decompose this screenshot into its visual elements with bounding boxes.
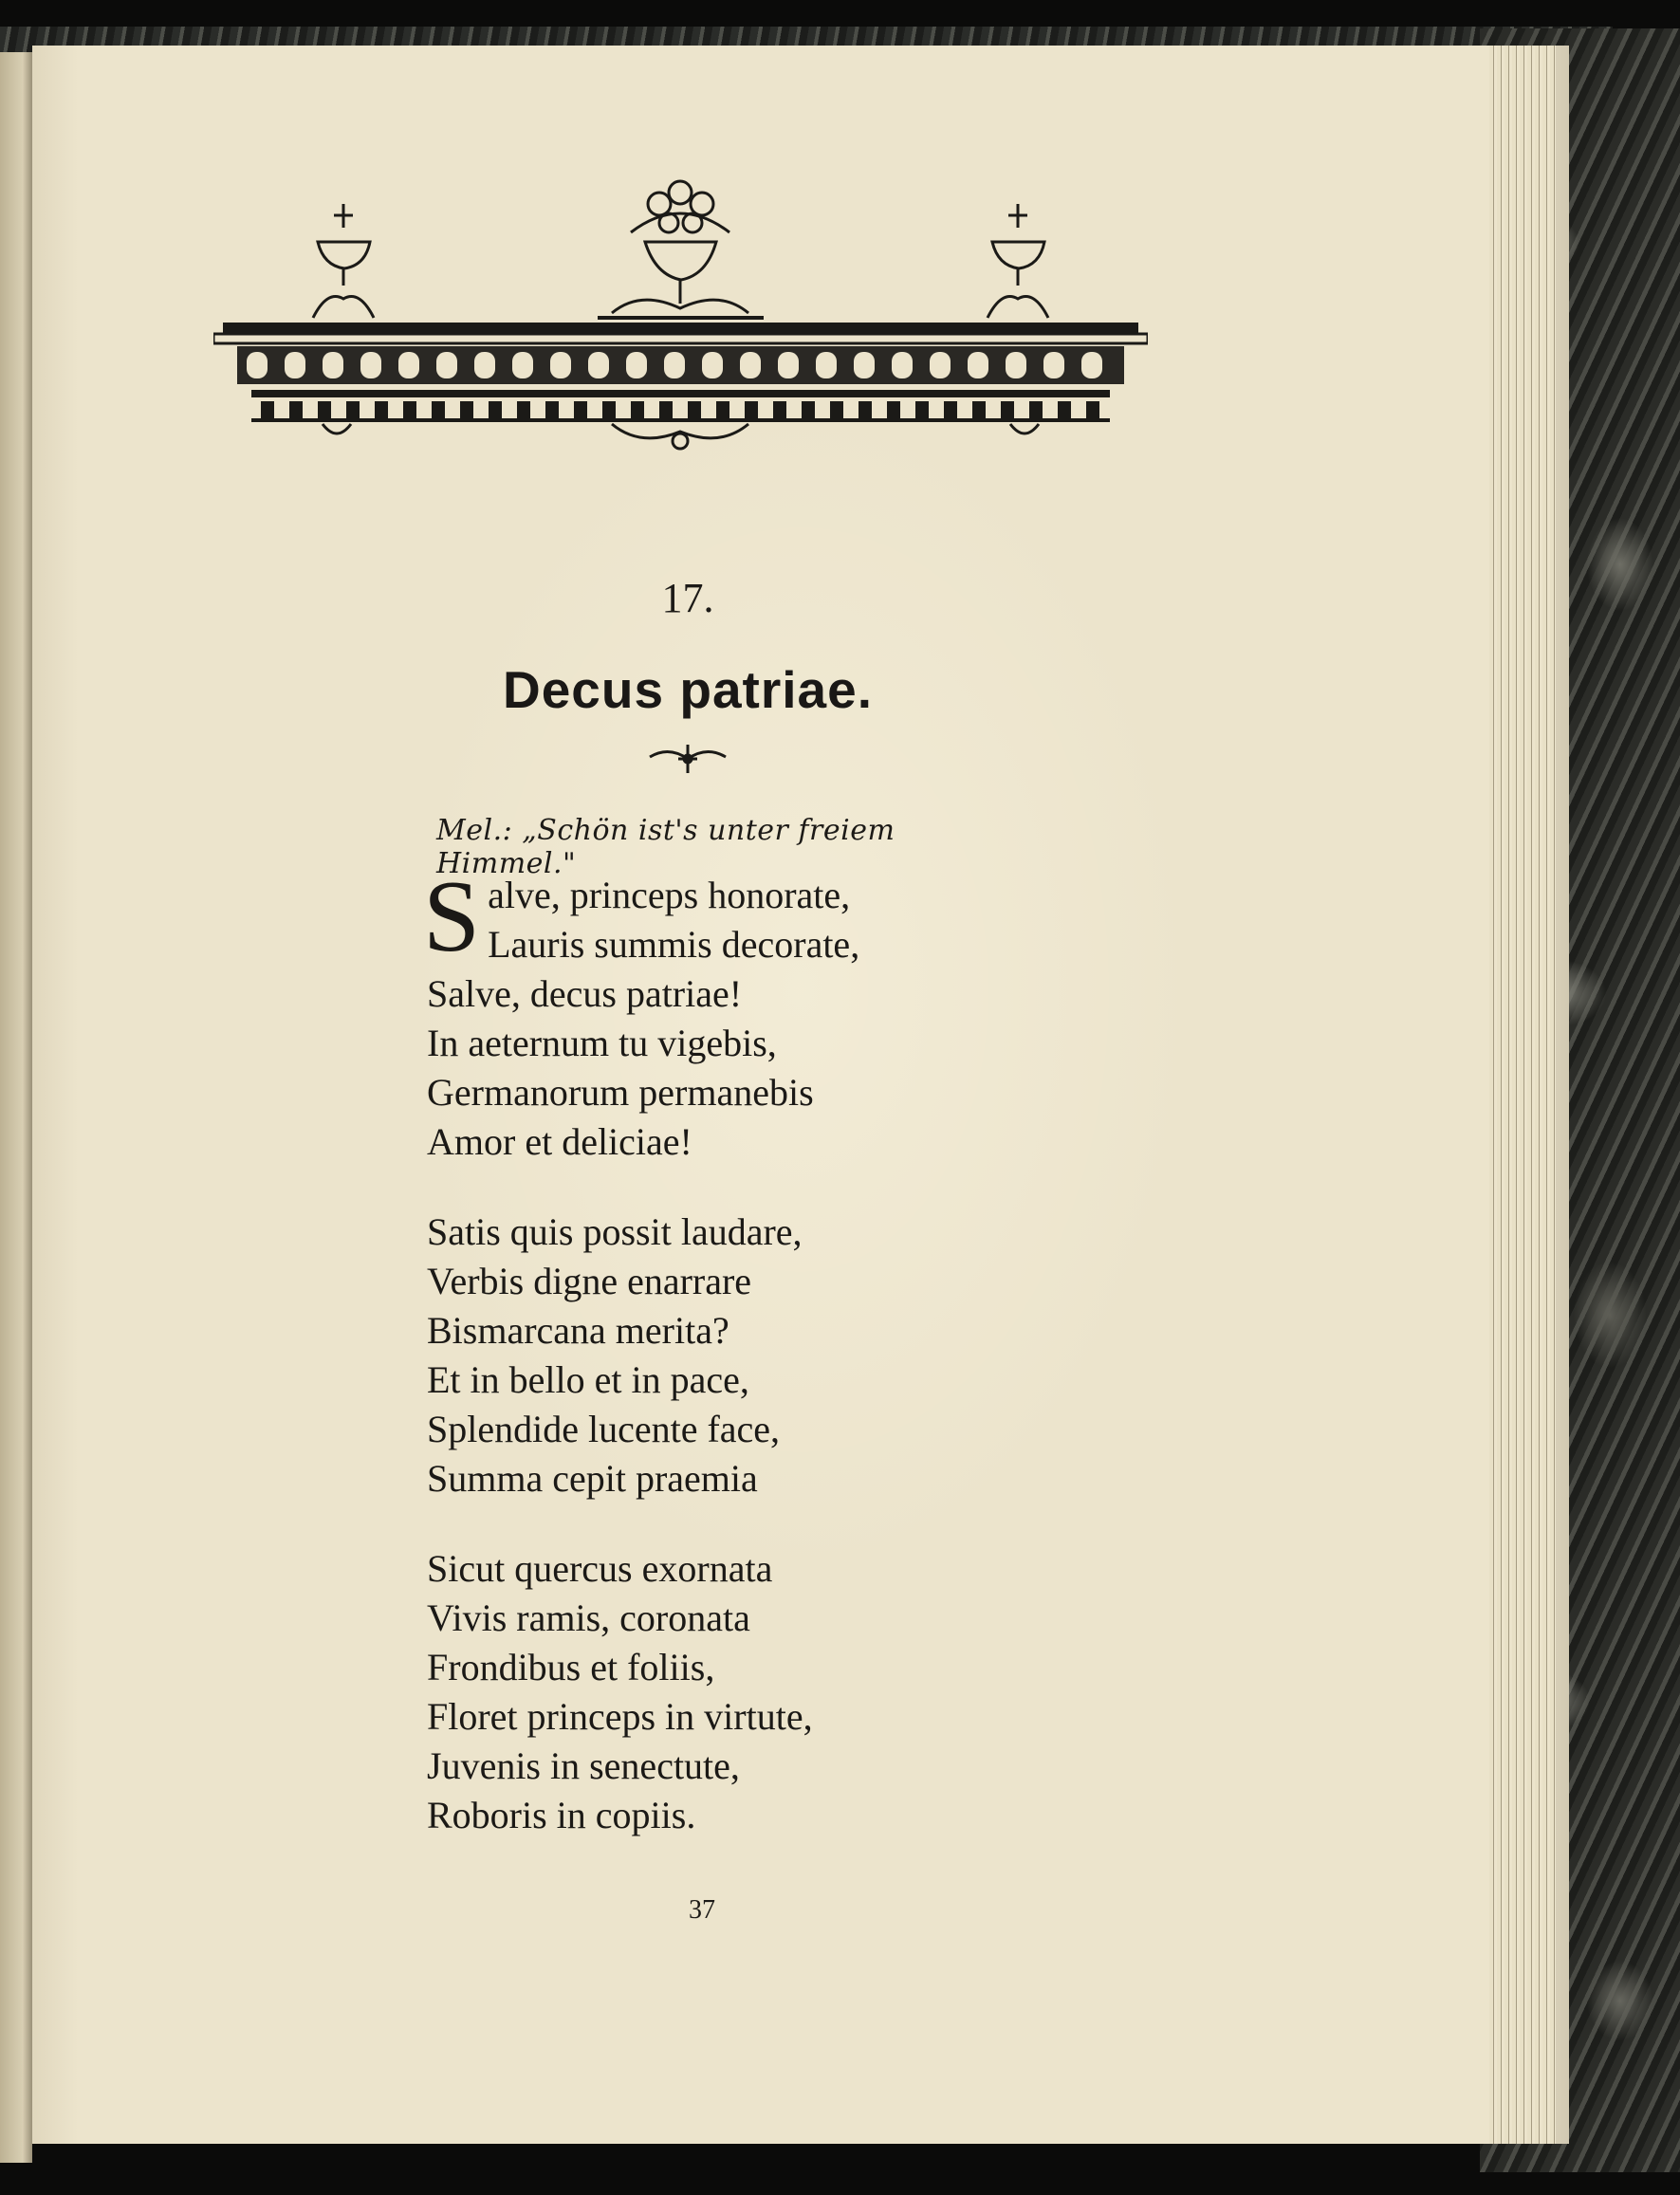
poem-line: Juvenis in senectute, [427,1744,740,1787]
fleuron-divider-icon [645,740,730,778]
left-page-edge [0,52,32,2163]
poem-line: Salve, decus patriae! [427,972,743,1015]
drop-cap: S [423,860,481,973]
poem-title: Decus patriae. [502,660,873,719]
poem-line: Lauris summis decorate, [488,923,860,966]
poem-line: Splendide lucente face, [427,1408,781,1450]
poem-line: In aeternum tu vigebis, [427,1022,777,1064]
cornice-ornament-icon [213,175,1148,479]
poem-line: alve, princeps honorate, [488,874,851,916]
poem-line: Amor et deliciae! [427,1120,692,1163]
poem-line: Floret princeps in virtute, [427,1695,813,1738]
poem-line: Verbis digne enarrare [427,1260,752,1302]
poem-line: Satis quis possit laudare, [427,1210,803,1253]
page-number: 37 [689,1895,715,1925]
poem-line: Et in bello et in pace, [427,1358,749,1401]
melody-note: Mel.: „Schön ist's unter freiem Himmel." [436,814,895,880]
poem-line: Roboris in copiis. [427,1794,696,1836]
chapter-number: 17. [661,575,714,621]
stanza-2 [427,1208,1091,1503]
poem-line: Germanorum permanebis [427,1071,814,1114]
poem-line: Bismarcana merita? [427,1309,729,1352]
page-stack-edge [1489,46,1556,2144]
poem-line: Vivis ramis, coronata [427,1596,750,1639]
poem-line: Frondibus et foliis, [427,1646,715,1688]
stanza-1 [423,860,1091,1167]
poem-body [423,860,1091,1881]
stanza-3 [427,1544,1091,1840]
poem-line: Sicut quercus exornata [427,1547,773,1590]
poem-line: Summa cepit praemia [427,1457,758,1500]
